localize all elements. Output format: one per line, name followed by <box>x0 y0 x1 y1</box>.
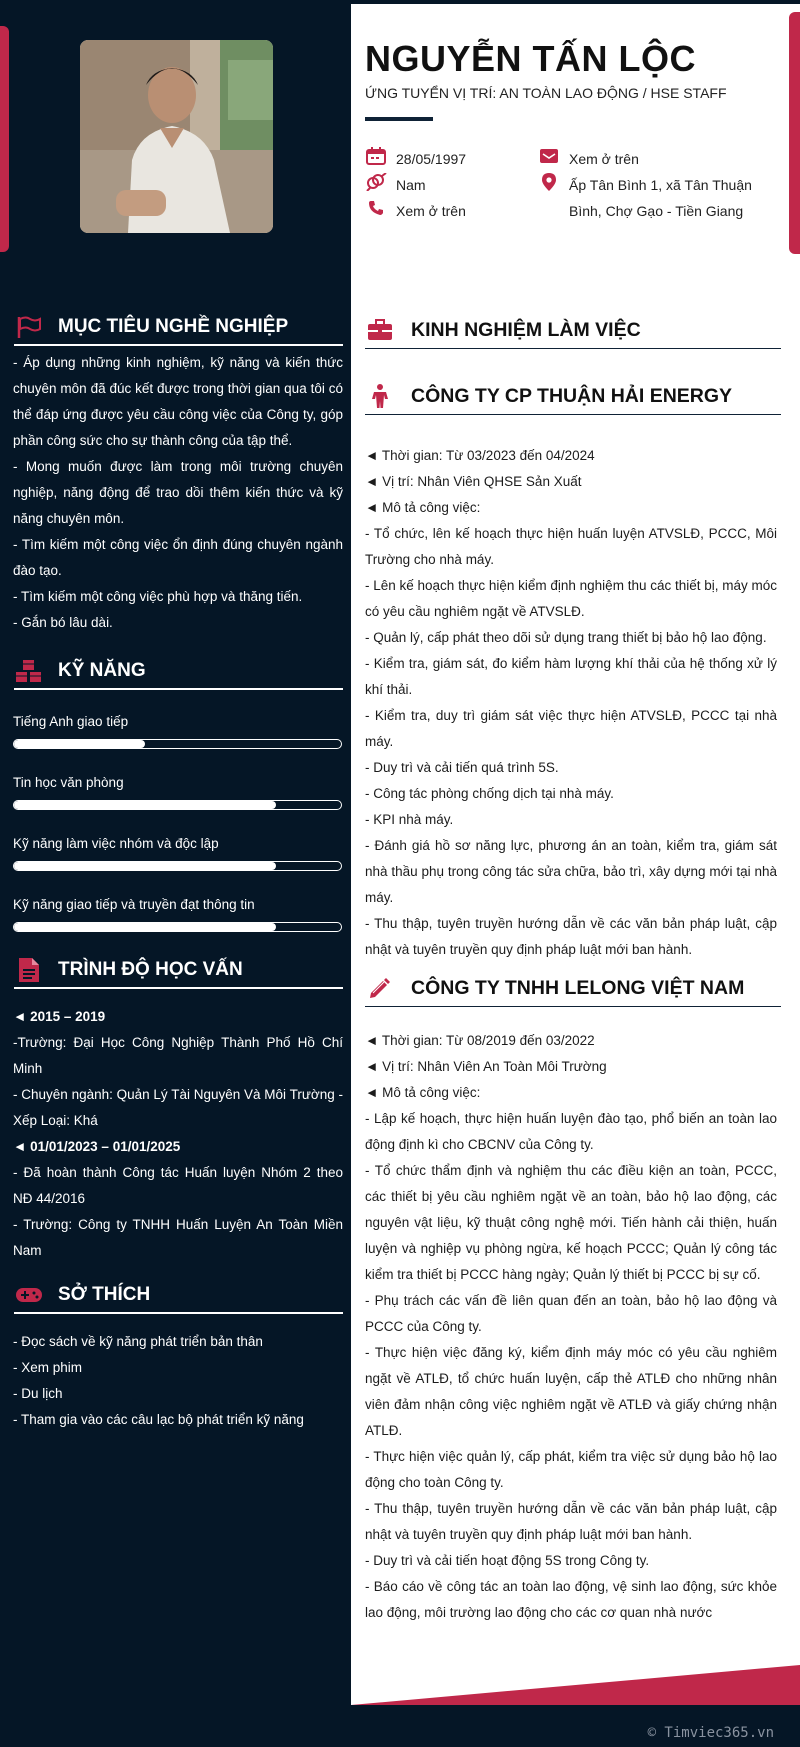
full-name: NGUYỄN TẤN LỘC <box>365 38 696 79</box>
briefcase-icon <box>365 315 395 345</box>
left-red-accent <box>0 26 9 252</box>
skill-bar <box>13 922 342 932</box>
footer-red-wedge <box>351 1665 800 1705</box>
document-icon <box>14 955 44 985</box>
section-career-objective <box>14 310 343 346</box>
email-icon <box>538 146 560 166</box>
phone-icon <box>365 198 387 218</box>
sidebar <box>0 0 351 1747</box>
section-education <box>14 953 343 989</box>
skill-bar-fill <box>14 862 276 870</box>
right-red-accent <box>789 12 800 254</box>
skill-label: Tiếng Anh giao tiếp <box>13 714 129 729</box>
contact-email: Xem ở trên <box>538 146 639 172</box>
top-strip <box>0 0 800 4</box>
section-title: KỸ NĂNG <box>58 660 146 681</box>
section-title: SỞ THÍCH <box>58 1284 151 1305</box>
person-icon <box>365 381 395 411</box>
skill-bar <box>13 861 342 871</box>
company-name: CÔNG TY TNHH LELONG VIỆT NAM <box>411 976 745 999</box>
flag-icon <box>14 312 44 342</box>
objective-text: - Áp dụng những kinh nghiệm, kỹ năng và kiến thức chuyên môn đã đúc kết được trong thời gian qua tôi có thể đáp ứng được yêu cầu công việc của Công ty, góp phần công sức cho sự thành công của tập thể. - Mong muốn được làm trong môi trường chuyên nghiệp, năng động để trao dồi thêm kiến thức và kỹ năng chuyên môn. - Tìm kiếm một công việc ổn định đúng chuyên ngành đào tạo. - Tìm kiếm một công việc phù hợp và thăng tiến. - Gắn bó lâu dài. <box>13 355 343 630</box>
title-underline <box>365 117 433 121</box>
company-header <box>365 378 781 415</box>
desired-position: ỨNG TUYỂN VỊ TRÍ: AN TOÀN LAO ĐỘNG / HSE STAFF <box>365 85 727 101</box>
gender-icon <box>365 172 387 192</box>
education-text: ◄ 2015 – 2019 -Trường: Đại Học Công Nghiệp Thành Phố Hồ Chí Minh - Chuyên ngành: Quản Lý Tài Nguyên Và Môi Trường - Xếp Loại: Khá ◄ 01/01/2023 – 01/01/2025 - Đã hoàn thành Công tác Huấn luyện Nhóm 2 theo NĐ 44/2016 - Trường: Công ty TNHH Huấn Luyện An Toàn Miền Nam <box>13 1004 343 1264</box>
skill-bar-fill <box>14 923 276 931</box>
contact-gender: Nam <box>365 172 426 198</box>
pencil-icon <box>365 973 395 1003</box>
company-details: ◄ Thời gian: Từ 08/2019 đến 03/2022 ◄ Vị trí: Nhân Viên An Toàn Môi Trường ◄ Mô tả công việc: - Lập kế hoạch, thực hiện huấn luyện đào tạo, phổ biến an toàn lao động định kì cho CBCNV của Công ty. - Tổ chức thẩm định và nghiệm thu các điều kiện an toàn, PCCC, các thiết bị yêu cầu nghiêm ngặt về an toàn, bảo hộ lao động, các nguyên vật liệu, kỹ thuật công nghệ mới. Tiến hành cải thiện, huấn luyện và nghiệp vụ phòng ngừa, kế hoạch PCCC; Quản lý công tác kiểm tra thiết bị PCCC hàng ngày; Quản lý thiết bị PCCC bị sự cố. - Phụ trách các vấn đề liên quan đến an toàn, bảo hộ lao động và PCCC của Công ty. - Thực hiện việc đăng ký, kiểm định máy móc có yêu cầu nghiêm ngặt về ATLĐ, tổ chức huấn luyện, cấp thẻ ATLĐ cho những nhân viên đảm nhận công việc nghiêm ngặt về ATLĐ và giấy chứng nhận ATLĐ. - Thực hiện việc quản lý, cấp phát, kiểm tra việc sử dụng bảo hộ lao động cho toàn Công ty. - Thu thập, tuyên truyền hướng dẫn về các văn bản pháp luật, cập nhật và tuyên truyền quy định pháp luật mới ban hành. - Duy trì và cải tiến hoạt động 5S trong Công ty. - Báo cáo về công tác an toàn lao động, vệ sinh lao động, sức khỏe lao động, môi trường lao động cho các cơ quan nhà nước <box>365 1033 777 1620</box>
skill-bar <box>13 739 342 749</box>
education-period: ◄ 2015 – 2019 <box>13 1009 106 1024</box>
company-header <box>365 970 781 1007</box>
section-title: TRÌNH ĐỘ HỌC VẤN <box>58 959 243 980</box>
skill-bar-fill <box>14 801 276 809</box>
contact-phone: Xem ở trên <box>365 198 466 224</box>
section-work-experience <box>365 312 781 349</box>
watermark: © Timviec365.vn <box>647 1725 774 1741</box>
gamepad-icon <box>14 1280 44 1310</box>
hobbies-text: - Đọc sách về kỹ năng phát triển bản thân - Xem phim - Du lịch - Tham gia vào các câu lạc bộ phát triển kỹ năng <box>13 1334 304 1427</box>
contact-address: Ấp Tân Bình 1, xã Tân Thuận Bình, Chợ Gạo - Tiền Giang <box>538 172 752 224</box>
section-hobbies <box>14 1278 343 1314</box>
section-title: KINH NGHIỆM LÀM VIỆC <box>411 318 641 341</box>
skill-bar-fill <box>14 740 145 748</box>
skill-label: Kỹ năng làm việc nhóm và độc lập <box>13 836 219 851</box>
company-name: CÔNG TY CP THUẬN HẢI ENERGY <box>411 384 733 407</box>
avatar-photo <box>80 40 273 233</box>
contact-birthday: 28/05/1997 <box>365 146 466 172</box>
cubes-icon <box>14 656 44 686</box>
company-details: ◄ Thời gian: Từ 03/2023 đến 04/2024 ◄ Vị trí: Nhân Viên QHSE Sản Xuất ◄ Mô tả công việc: - Tổ chức, lên kế hoạch thực hiện huấn luyện ATVSLĐ, PCCC, Môi Trường cho nhà máy. - Lên kế hoạch thực hiện kiểm định nghiệm thu các thiết bị, máy móc có yêu cầu nghiêm ngặt về ATVSLĐ. - Quản lý, cấp phát theo dõi sử dụng trang thiết bị bảo hộ lao động. - Kiểm tra, giám sát, đo kiểm hàm lượng khí thải của hệ thống xử lý khí thải. - Kiểm tra, duy trì giám sát việc thực hiện ATVSLĐ, PCCC tại nhà máy. - Duy trì và cải tiến quá trình 5S. - Công tác phòng chống dịch tại nhà máy. - KPI nhà máy. - Đánh giá hồ sơ năng lực, phương án an toàn, kiểm tra, giám sát nhà thầu phụ trong công tác sửa chữa, bảo trì, xây dựng mới tại nhà máy. - Thu thập, tuyên truyền hướng dẫn về các văn bản pháp luật, cập nhật và tuyên truyền quy định pháp luật mới ban hành. <box>365 448 778 957</box>
education-period: ◄ 01/01/2023 – 01/01/2025 <box>13 1139 181 1154</box>
skill-bar <box>13 800 342 810</box>
skill-label: Kỹ năng giao tiếp và truyền đạt thông tin <box>13 897 255 912</box>
section-skills <box>14 654 343 690</box>
location-icon <box>538 172 560 192</box>
section-title: MỤC TIÊU NGHỀ NGHIỆP <box>58 316 289 337</box>
skill-label: Tin học văn phòng <box>13 775 124 790</box>
calendar-icon <box>365 146 387 166</box>
